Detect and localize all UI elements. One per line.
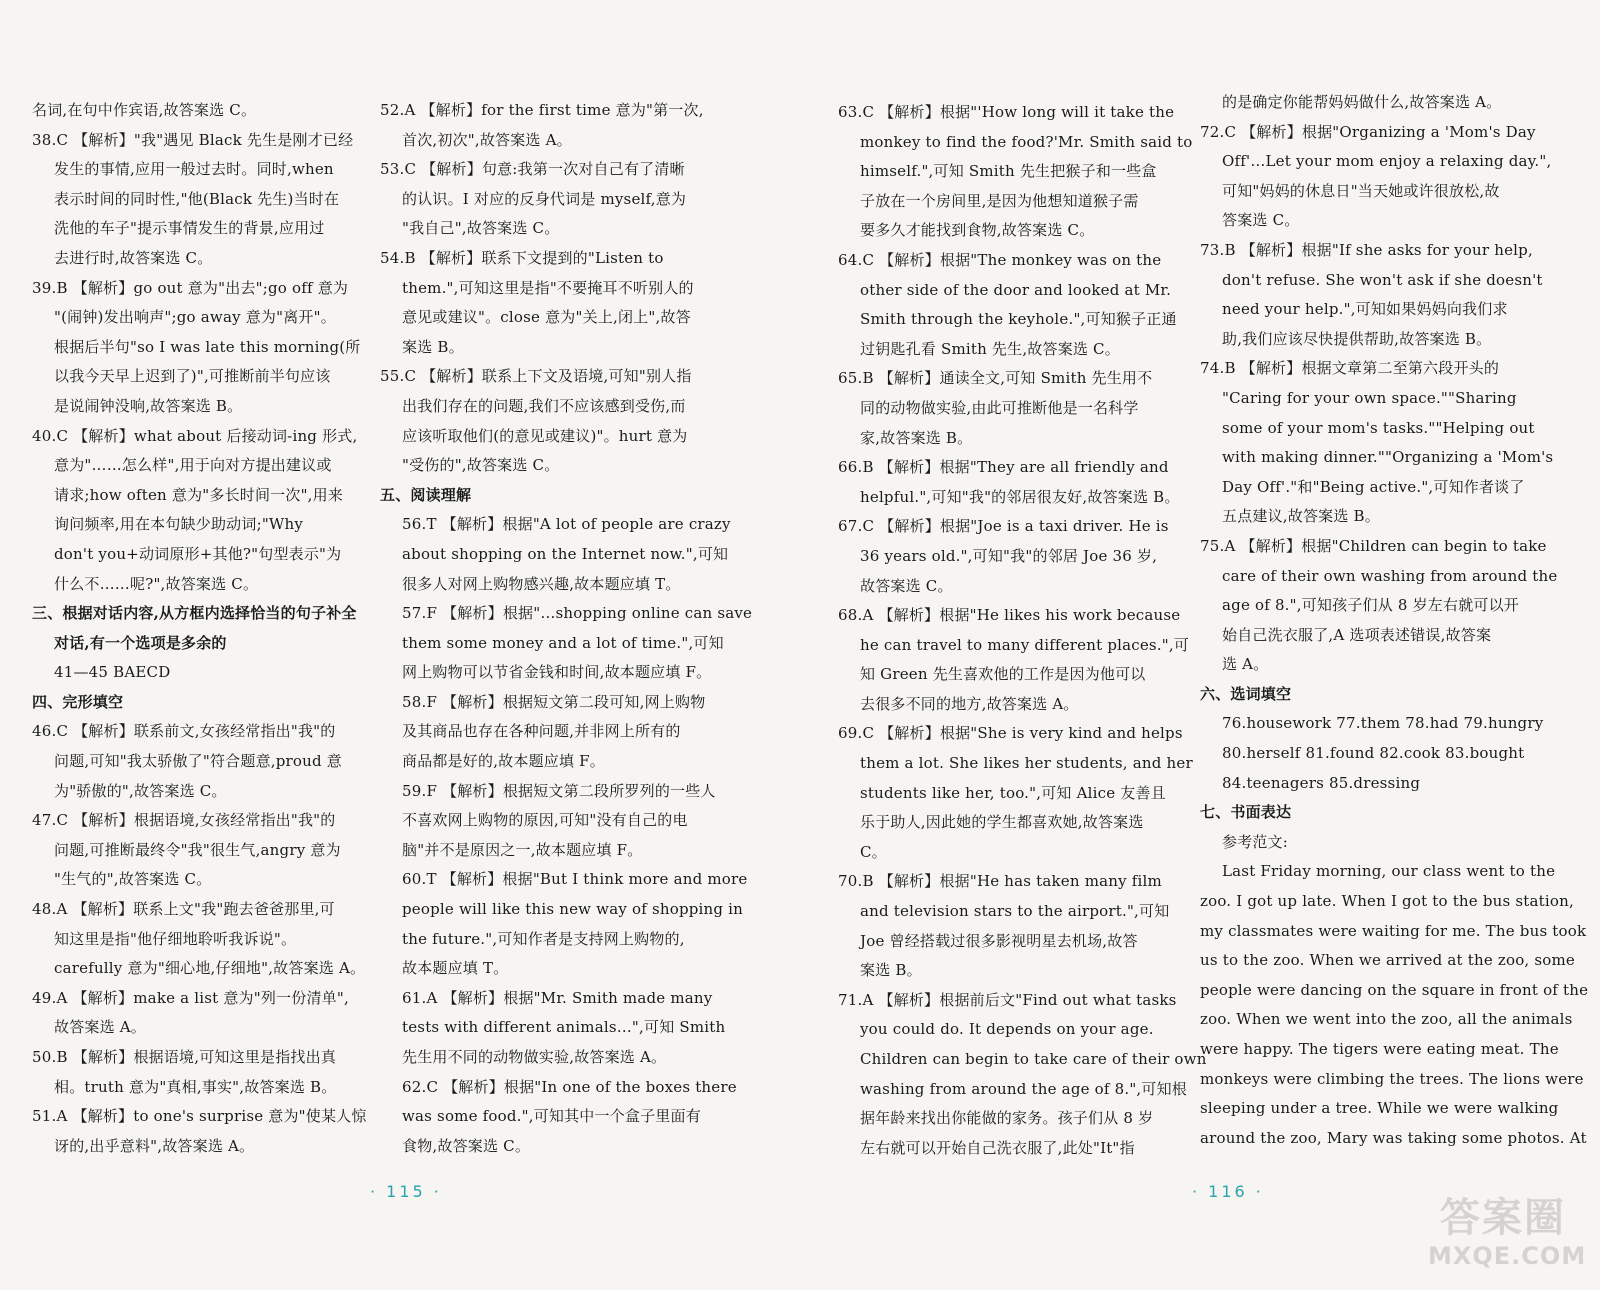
text-line: 不喜欢网上购物的原因,可知"没有自己的电	[402, 811, 688, 830]
section-heading: 七、书面表达	[1200, 803, 1292, 822]
text-line: 表示时间的同时性,"他(Black 先生)当时在	[54, 189, 340, 208]
text-line: 首次,初次",故答案选 A。	[402, 130, 572, 149]
page-right	[800, 0, 1600, 1290]
text-line: Day Off'."和"Being active.",可知作者谈了	[1222, 477, 1525, 496]
text-line: 选 A。	[1222, 655, 1269, 674]
text-line: 69.C 【解析】根据"She is very kind and helps	[838, 724, 1183, 743]
text-line: 据年龄来找出你能做的家务。孩子们从 8 岁	[860, 1109, 1154, 1128]
text-line: 50.B 【解析】根据语境,可知这里是指找出真	[32, 1048, 337, 1066]
text-line: 案选 B。	[402, 337, 464, 356]
text-line: 名词,在句中作宾语,故答案选 C。	[32, 101, 257, 119]
section-heading: 三、根据对话内容,从方框内选择恰当的句子补全	[32, 604, 357, 623]
text-line: Smith through the keyhole.",可知猴子正通	[860, 310, 1177, 329]
text-line: don't refuse. She won't ask if she doesn't	[1222, 270, 1543, 289]
text-line: 是说闹钟没响,故答案选 B。	[54, 396, 243, 415]
text-line: students like her, too.",可知 Alice 友善且	[860, 783, 1166, 802]
text-line: around the zoo, Mary was taking some photos. At	[1200, 1128, 1587, 1147]
text-line: 去很多不同的地方,故答案选 A。	[860, 694, 1079, 713]
text-line: 故答案选 A。	[54, 1018, 147, 1037]
text-line: with making dinner.""Organizing a 'Mom's	[1222, 448, 1554, 467]
text-line: "(闹钟)发出响声";go away 意为"离开"。	[54, 308, 336, 327]
text-line: 57.F 【解析】根据"…shopping online can save	[402, 604, 753, 623]
text-line: 相。truth 意为"真相,事实",故答案选 B。	[54, 1077, 337, 1096]
text-column-2	[380, 96, 753, 1161]
text-line: 故答案选 C。	[860, 576, 953, 595]
text-line: people were dancing on the square in front of the	[1200, 980, 1589, 999]
text-line: 网上购物可以节省金钱和时间,故本题应填 F。	[402, 663, 712, 682]
text-line: 67.C 【解析】根据"Joe is a taxi driver. He is	[838, 517, 1169, 536]
text-line: 应该听取他们(的意见或建议)"。hurt 意为	[402, 426, 688, 445]
text-line: 61.A 【解析】根据"Mr. Smith made many	[402, 988, 713, 1007]
text-line: the future.",可知作者是支持网上购物的,	[402, 929, 685, 948]
text-line: 52.A 【解析】for the first time 意为"第一次,	[380, 101, 704, 119]
text-line: monkey to find the food?'Mr. Smith said to	[860, 132, 1193, 151]
text-line: 55.C 【解析】联系上下文及语境,可知"别人指	[380, 367, 692, 386]
text-line: 59.F 【解析】根据短文第二段所罗列的一些人	[402, 781, 716, 800]
text-line: 73.B 【解析】根据"If she asks for your help,	[1200, 240, 1533, 259]
text-line: care of their own washing from around the	[1222, 566, 1558, 585]
text-line: 48.A 【解析】联系上文"我"跑去爸爸那里,可	[32, 900, 335, 919]
section-heading: 对话,有一个选项是多余的	[54, 633, 227, 652]
text-line: don't you+动词原形+其他?"句型表示"为	[54, 544, 342, 563]
text-line: was some food.",可知其中一个盒子里面有	[402, 1107, 701, 1126]
text-line: 五点建议,故答案选 B。	[1222, 507, 1380, 526]
text-line: 为"骄傲的",故答案选 C。	[54, 781, 227, 800]
text-line: them.",可知这里是指"不要掩耳不听别人的	[402, 278, 694, 297]
text-line: 54.B 【解析】联系下文提到的"Listen to	[380, 248, 664, 267]
text-line: 75.A 【解析】根据"Children can begin to take	[1200, 536, 1547, 555]
text-line: 过钥匙孔看 Smith 先生,故答案选 C。	[860, 339, 1120, 358]
text-line: 讶的,出乎意料",故答案选 A。	[54, 1136, 255, 1155]
text-line: 什么不……呢?",故答案选 C。	[54, 574, 259, 593]
text-line: 可知"妈妈的休息日"当天她或许很放松,故	[1222, 181, 1500, 200]
text-line: 洗他的车子"提示事情发生的背景,应用过	[54, 219, 325, 238]
text-line: Children can begin to take care of their own	[860, 1050, 1207, 1068]
text-line: 46.C 【解析】联系前文,女孩经常指出"我"的	[32, 722, 336, 741]
text-line: 74.B 【解析】根据文章第二至第六段开头的	[1200, 359, 1500, 378]
text-line: people will like this new way of shopping in	[402, 900, 744, 919]
text-line: 家,故答案选 B。	[860, 428, 973, 447]
text-line: 助,我们应该尽快提供帮助,故答案选 B。	[1222, 329, 1492, 348]
text-line: 84.teenagers 85.dressing	[1222, 773, 1421, 792]
text-line: 40.C 【解析】what about 后接动词-ing 形式,	[32, 426, 358, 445]
page-number-right: · 116 ·	[1192, 1182, 1264, 1201]
text-line: carefully 意为"细心地,仔细地",故答案选 A。	[54, 959, 366, 978]
text-line: 故本题应填 T。	[402, 959, 509, 978]
text-line: 请求;how often 意为"多长时间一次",用来	[54, 485, 344, 504]
text-line: you could do. It depends on your age.	[860, 1020, 1154, 1039]
text-line: were happy. The tigers were eating meat. The	[1200, 1040, 1559, 1058]
text-line: 脑"并不是原因之一,故本题应填 F。	[402, 840, 643, 859]
text-line: 64.C 【解析】根据"The monkey was on the	[838, 250, 1162, 269]
watermark-logo: 答案圈	[1440, 1195, 1566, 1241]
text-line: zoo. When we went into the zoo, all the animals	[1200, 1010, 1573, 1029]
section-heading: 五、阅读理解	[380, 485, 472, 504]
text-line: 72.C 【解析】根据"Organizing a 'Mom's Day	[1200, 122, 1536, 141]
text-line: 的认识。I 对应的反身代词是 myself,意为	[402, 189, 687, 208]
text-line: 70.B 【解析】根据"He has taken many film	[838, 872, 1162, 891]
text-line: 63.C 【解析】根据"'How long will it take the	[838, 103, 1175, 121]
text-line: 以我今天早上迟到了)",可推断前半句应该	[54, 367, 331, 386]
text-line: 根据后半句"so I was late this morning(所	[54, 337, 361, 356]
text-line: 71.A 【解析】根据前后文"Find out what tasks	[838, 990, 1177, 1009]
text-line: about shopping on the Internet now.",可知	[402, 544, 729, 563]
text-line: age of 8.",可知孩子们从 8 岁左右就可以开	[1222, 596, 1520, 615]
text-line: 49.A 【解析】make a list 意为"列一份清单",	[32, 988, 349, 1007]
text-line: them a lot. She likes her students, and her	[860, 754, 1193, 773]
text-line: "受伤的",故答案选 C。	[402, 456, 560, 475]
text-line: 案选 B。	[860, 961, 922, 980]
section-heading: 六、选词填空	[1200, 684, 1292, 703]
text-line: "Caring for your own space.""Sharing	[1222, 388, 1517, 407]
text-line: sleeping under a tree. While we were walking	[1200, 1099, 1559, 1118]
text-line: 参考范文:	[1222, 832, 1289, 851]
text-line: 左右就可以开始自己洗衣服了,此处"It"指	[860, 1138, 1135, 1157]
text-line: 66.B 【解析】根据"They are all friendly and	[838, 458, 1169, 477]
watermark	[1428, 1194, 1587, 1276]
text-line: 商品都是好的,故本题应填 F。	[402, 752, 605, 771]
text-line: he can travel to many different places.",可	[860, 635, 1190, 654]
text-line: us to the zoo. When we arrived at the zoo, some	[1200, 951, 1575, 970]
text-line: 意为"……怎么样",用于向对方提出建议或	[54, 456, 332, 475]
text-line: my classmates were waiting for me. The bus took	[1200, 921, 1587, 940]
text-line: 80.herself 81.found 82.cook 83.bought	[1222, 744, 1525, 763]
text-line: 问题,可知"我太骄傲了"符合题意,proud 意	[54, 752, 342, 771]
text-line: 意见或建议"。close 意为"关上,闭上",故答	[402, 308, 691, 327]
text-line: 39.B 【解析】go out 意为"出去";go off 意为	[32, 278, 349, 297]
text-line: 60.T 【解析】根据"But I think more and more	[402, 870, 748, 889]
text-line: 62.C 【解析】根据"In one of the boxes there	[402, 1077, 737, 1096]
text-line: 去进行时,故答案选 C。	[54, 248, 213, 267]
text-line: helpful.",可知"我"的邻居很友好,故答案选 B。	[860, 487, 1180, 506]
text-line: 47.C 【解析】根据语境,女孩经常指出"我"的	[32, 811, 336, 830]
text-line: them some money and a lot of time.",可知	[402, 633, 724, 652]
text-line: 56.T 【解析】根据"A lot of people are crazy	[402, 515, 731, 534]
text-line: 子放在一个房间里,是因为他想知道猴子需	[860, 191, 1139, 210]
text-line: 51.A 【解析】to one's surprise 意为"使某人惊	[32, 1107, 367, 1126]
text-line: 食物,故答案选 C。	[402, 1136, 531, 1155]
watermark-url: MXQE.COM	[1428, 1242, 1587, 1270]
text-column-1	[32, 96, 367, 1161]
section-heading: 四、完形填空	[32, 692, 124, 711]
text-line: 41—45 BAECD	[54, 663, 171, 682]
text-line: Last Friday morning, our class went to the	[1222, 862, 1556, 881]
text-line: 很多人对网上购物感兴趣,故本题应填 T。	[402, 574, 681, 593]
text-line: monkeys were climbing the trees. The lions were	[1200, 1069, 1584, 1088]
text-line: C。	[860, 842, 887, 861]
text-column-4	[1200, 88, 1589, 1153]
text-line: Off'…Let your mom enjoy a relaxing day.",	[1222, 152, 1552, 171]
text-line: Joe 曾经搭载过很多影视明星去机场,故答	[860, 931, 1138, 950]
text-line: 76.housework 77.them 78.had 79.hungry	[1222, 714, 1544, 733]
text-line: 要多久才能找到食物,故答案选 C。	[860, 221, 1095, 240]
text-line: 36 years old.",可知"我"的邻居 Joe 36 岁,	[860, 546, 1158, 565]
text-line: 及其商品也存在各种问题,并非网上所有的	[402, 722, 681, 741]
text-line: 65.B 【解析】通读全文,可知 Smith 先生用不	[838, 369, 1153, 388]
text-line: 始自己洗衣服了,A 选项表述错误,故答案	[1222, 625, 1492, 644]
text-line: some of your mom's tasks.""Helping out	[1222, 418, 1535, 437]
text-line: 答案选 C。	[1222, 211, 1300, 230]
text-line: 53.C 【解析】句意:我第一次对自己有了清晰	[380, 160, 685, 179]
text-line: other side of the door and looked at Mr.	[860, 280, 1172, 299]
page-number-left: · 115 ·	[370, 1182, 442, 1201]
text-line: "我自己",故答案选 C。	[402, 219, 560, 238]
text-line: 58.F 【解析】根据短文第二段可知,网上购物	[402, 692, 706, 711]
text-line: "生气的",故答案选 C。	[54, 870, 212, 889]
text-line: 知 Green 先生喜欢他的工作是因为他可以	[860, 665, 1146, 684]
text-line: 的是确定你能帮妈妈做什么,故答案选 A。	[1222, 93, 1502, 111]
text-line: zoo. I got up late. When I got to the bus station,	[1200, 892, 1574, 911]
text-line: 出我们存在的问题,我们不应该感到受伤,而	[402, 396, 686, 415]
text-line: 知这里是指"他仔细地聆听我诉说"。	[54, 929, 297, 948]
text-line: himself.",可知 Smith 先生把猴子和一些盒	[860, 162, 1157, 181]
text-line: 68.A 【解析】根据"He likes his work because	[838, 606, 1181, 625]
text-line: 38.C 【解析】"我"遇见 Black 先生是刚才已经	[32, 130, 354, 149]
text-line: 乐于助人,因此她的学生都喜欢她,故答案选	[860, 813, 1144, 832]
text-line: tests with different animals…",可知 Smith	[402, 1018, 726, 1037]
text-line: need your help.",可知如果妈妈向我们求	[1222, 300, 1508, 319]
text-line: and television stars to the airport.",可知	[860, 902, 1170, 921]
text-line: 先生用不同的动物做实验,故答案选 A。	[402, 1048, 667, 1066]
text-line: 发生的事情,应用一般过去时。同时,when	[54, 160, 334, 179]
text-line: 问题,可推断最终令"我"很生气,angry 意为	[54, 840, 341, 859]
text-column-3	[838, 98, 1207, 1163]
text-line: washing from around the age of 8.",可知根	[860, 1079, 1188, 1098]
text-line: 同的动物做实验,由此可推断他是一名科学	[860, 398, 1139, 417]
text-line: 询问频率,用在本句缺少助动词;"Why	[54, 515, 304, 534]
